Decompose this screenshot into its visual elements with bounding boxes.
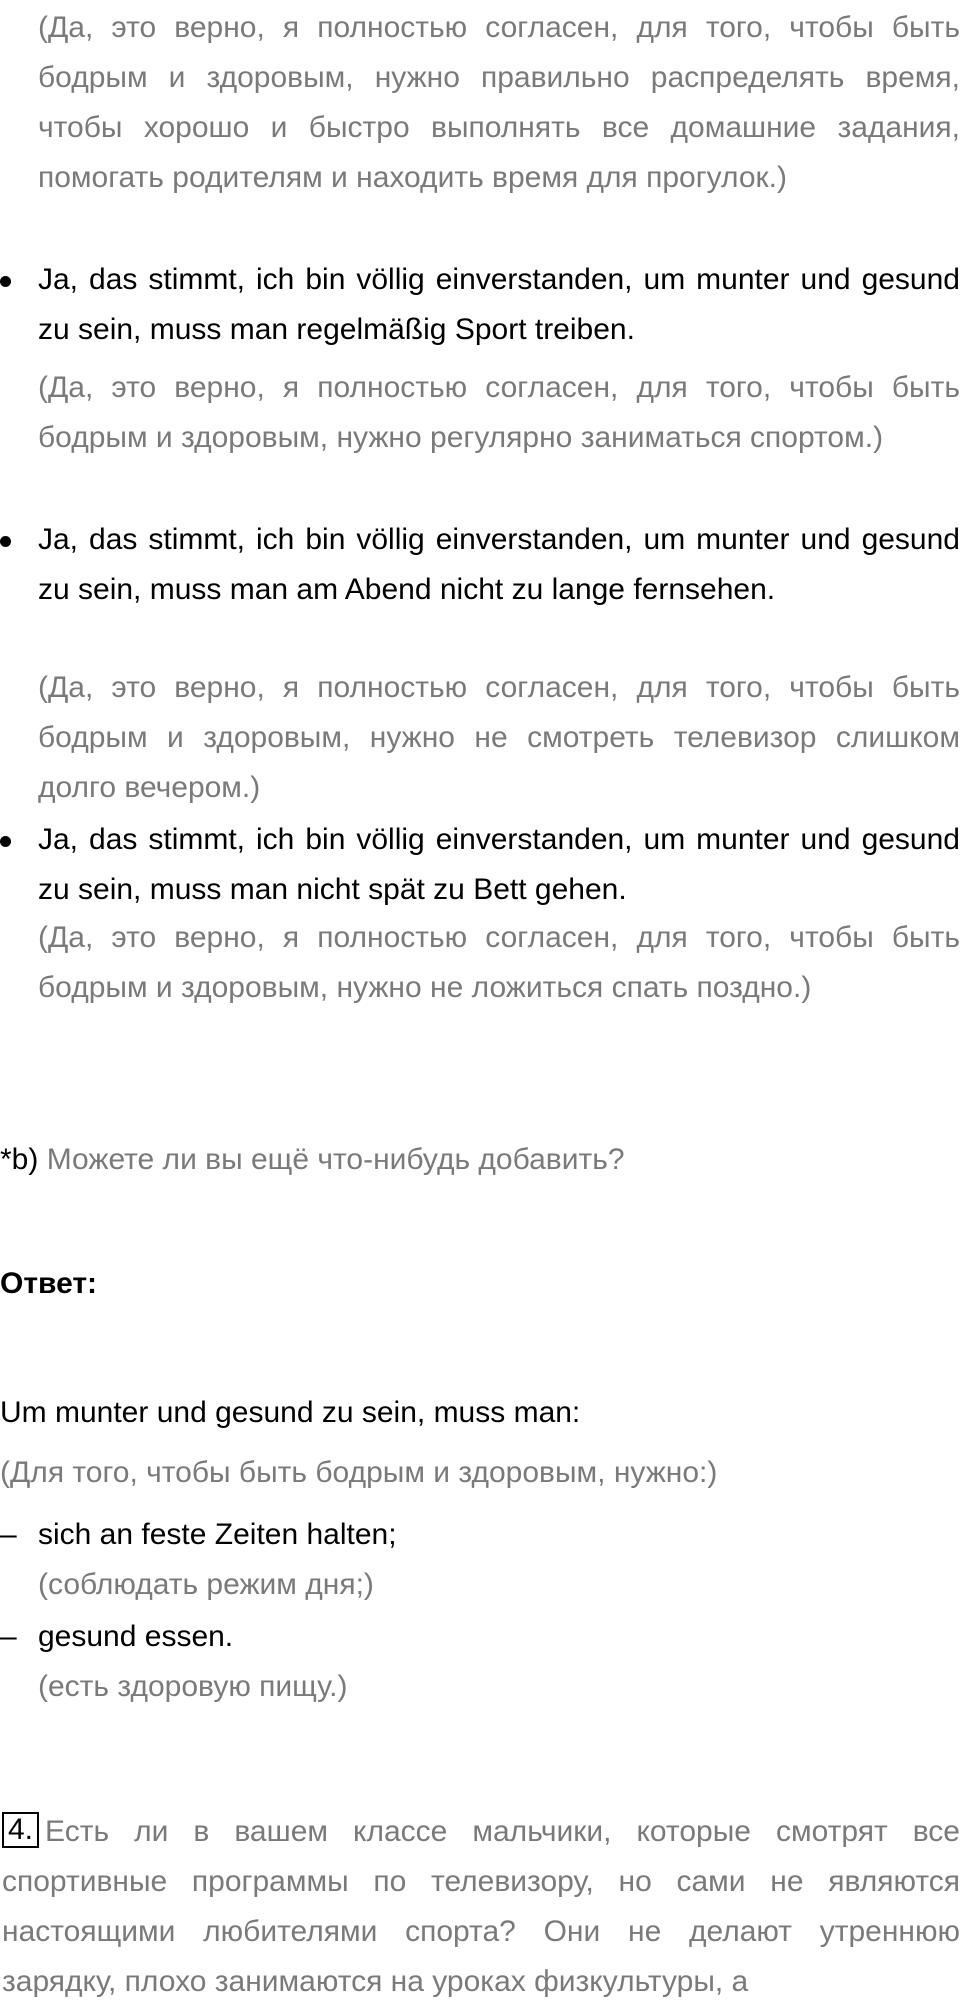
answer-intro-german: Um munter und gesund zu sein, muss man:: [0, 1396, 581, 1429]
dash-item-translation-2: (есть здоровую пищу.): [38, 1670, 348, 1703]
dash-marker: –: [0, 1518, 17, 1551]
task-b: [0, 1135, 960, 1185]
dash-marker: –: [0, 1620, 17, 1653]
answer-label: Ответ:: [0, 1267, 98, 1300]
item-german-3: Ja, das stimmt, ich bin völlig einverstanden, um munter und gesund zu sein, muss man nicht spät zu Bett gehen.: [38, 823, 960, 906]
bullet-icon: [0, 276, 11, 287]
task-number-box: 4.: [2, 1812, 39, 1848]
answer-intro-translation: (Для того, чтобы быть бодрым и здоровым, нужно:): [0, 1456, 718, 1489]
bullet-icon: [0, 536, 11, 547]
task-4-text: Есть ли в вашем классе мальчики, которые смотрят все спортивные программы по телевизору, но сами не являются настоящими любителями спорта? Они не делают утреннюю зарядку, плохо занимаются на уроках физкультуры, а: [2, 1815, 960, 1998]
item-german-1: Ja, das stimmt, ich bin völlig einverstanden, um munter und gesund zu sein, muss man regelmäßig Sport treiben.: [38, 263, 960, 346]
dash-item-german-1: sich an feste Zeiten halten;: [38, 1518, 397, 1551]
task-4: [2, 1807, 960, 2007]
task-b-label: *b): [0, 1143, 39, 1176]
item-translation-2: (Да, это верно, я полностью согласен, для того, чтобы быть бодрым и здоровым, нужно не смотреть телевизор слишком долго вечером.): [38, 671, 960, 804]
item-german-2: Ja, das stimmt, ich bin völlig einverstanden, um munter und gesund zu sein, muss man am Abend nicht zu lange fernsehen.: [38, 523, 960, 606]
task-b-question: Можете ли вы ещё что-нибудь добавить?: [46, 1143, 625, 1176]
item-translation-3: (Да, это верно, я полностью согласен, для того, чтобы быть бодрым и здоровым, нужно не ложиться спать поздно.): [38, 921, 960, 1004]
dash-item-german-2: gesund essen.: [38, 1620, 234, 1653]
dash-item-translation-1: (соблюдать режим дня;): [38, 1568, 374, 1601]
bullet-icon: [0, 836, 11, 847]
intro-translation: (Да, это верно, я полностью согласен, для того, чтобы быть бодрым и здоровым, нужно правильно распределять время, чтобы хорошо и быстро выполнять все домашние задания, помогать родителям и находить время для прогулок.): [38, 11, 960, 194]
item-translation-1: (Да, это верно, я полностью согласен, для того, чтобы быть бодрым и здоровым, нужно регулярно заниматься спортом.): [38, 371, 960, 454]
